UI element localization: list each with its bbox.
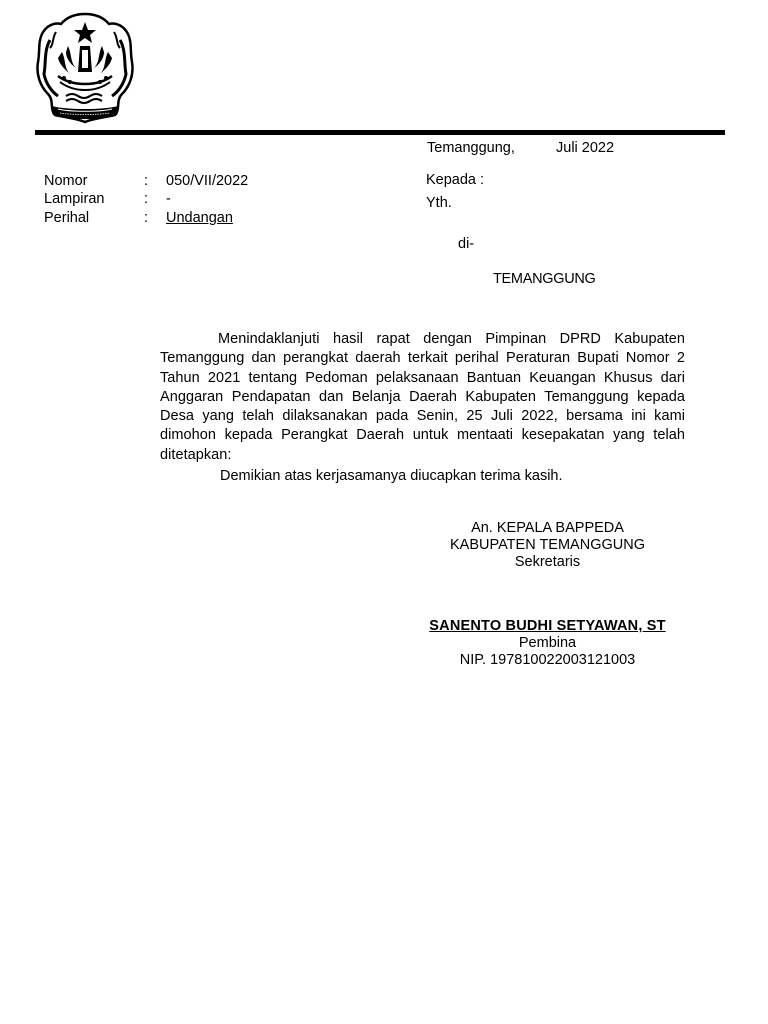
letter-place: Temanggung, bbox=[427, 140, 515, 156]
letter-date: Juli 2022 bbox=[556, 140, 615, 156]
recipient-city: TEMANGGUNG bbox=[493, 271, 596, 287]
signature-line3: Sekretaris bbox=[514, 554, 581, 570]
signature-block bbox=[400, 520, 695, 571]
meta-value-perihal: Undangan bbox=[166, 210, 233, 226]
signatory-rank: Pembina bbox=[518, 635, 577, 651]
meta-value-lampiran: - bbox=[166, 191, 171, 207]
meta-colon: : bbox=[144, 173, 149, 189]
letterhead-divider bbox=[35, 130, 725, 135]
meta-label-lampiran: Lampiran bbox=[44, 191, 105, 207]
signatory-nip: NIP. 197810022003121003 bbox=[459, 652, 636, 668]
meta-value-nomor: 050/VII/2022 bbox=[166, 173, 249, 189]
signature-line1: An. KEPALA BAPPEDA bbox=[471, 520, 624, 536]
meta-label-nomor: Nomor bbox=[44, 173, 88, 189]
recipient-kepada: Kepada : bbox=[426, 172, 485, 188]
signatory-block bbox=[400, 618, 695, 669]
meta-colon: : bbox=[144, 191, 149, 207]
kabupaten-emblem-logo bbox=[36, 12, 134, 124]
meta-label-perihal: Perihal bbox=[44, 210, 90, 226]
meta-colon: : bbox=[144, 210, 149, 226]
emblem-icon bbox=[36, 12, 134, 124]
letter-body: Menindaklanjuti hasil rapat dengan Pimpinan DPRD Kabupaten Temanggung dan perangkat daerah terkait perihal Peraturan Bupati Nomor 2 Tahun 2021 tentang Pedoman pelaksanaan Bantuan Keuangan Khusus dari Anggaran Pendapatan dan Belanja Daerah Kabupaten Temanggung kepada Desa yang telah dilaksanakan pada Senin, 25 Juli 2022, bersama ini kami dimohon kepada Perangkat Daerah untuk mentaati kesepakatan yang telah ditetapkan: bbox=[160, 331, 685, 463]
recipient-yth: Yth. bbox=[426, 195, 452, 211]
signatory-name: SANENTO BUDHI SETYAWAN, ST bbox=[429, 618, 666, 634]
signature-line2: KABUPATEN TEMANGGUNG bbox=[450, 537, 645, 553]
recipient-di: di- bbox=[458, 236, 475, 252]
letter-closing: Demikian atas kerjasamanya diucapkan terima kasih. bbox=[220, 468, 563, 484]
